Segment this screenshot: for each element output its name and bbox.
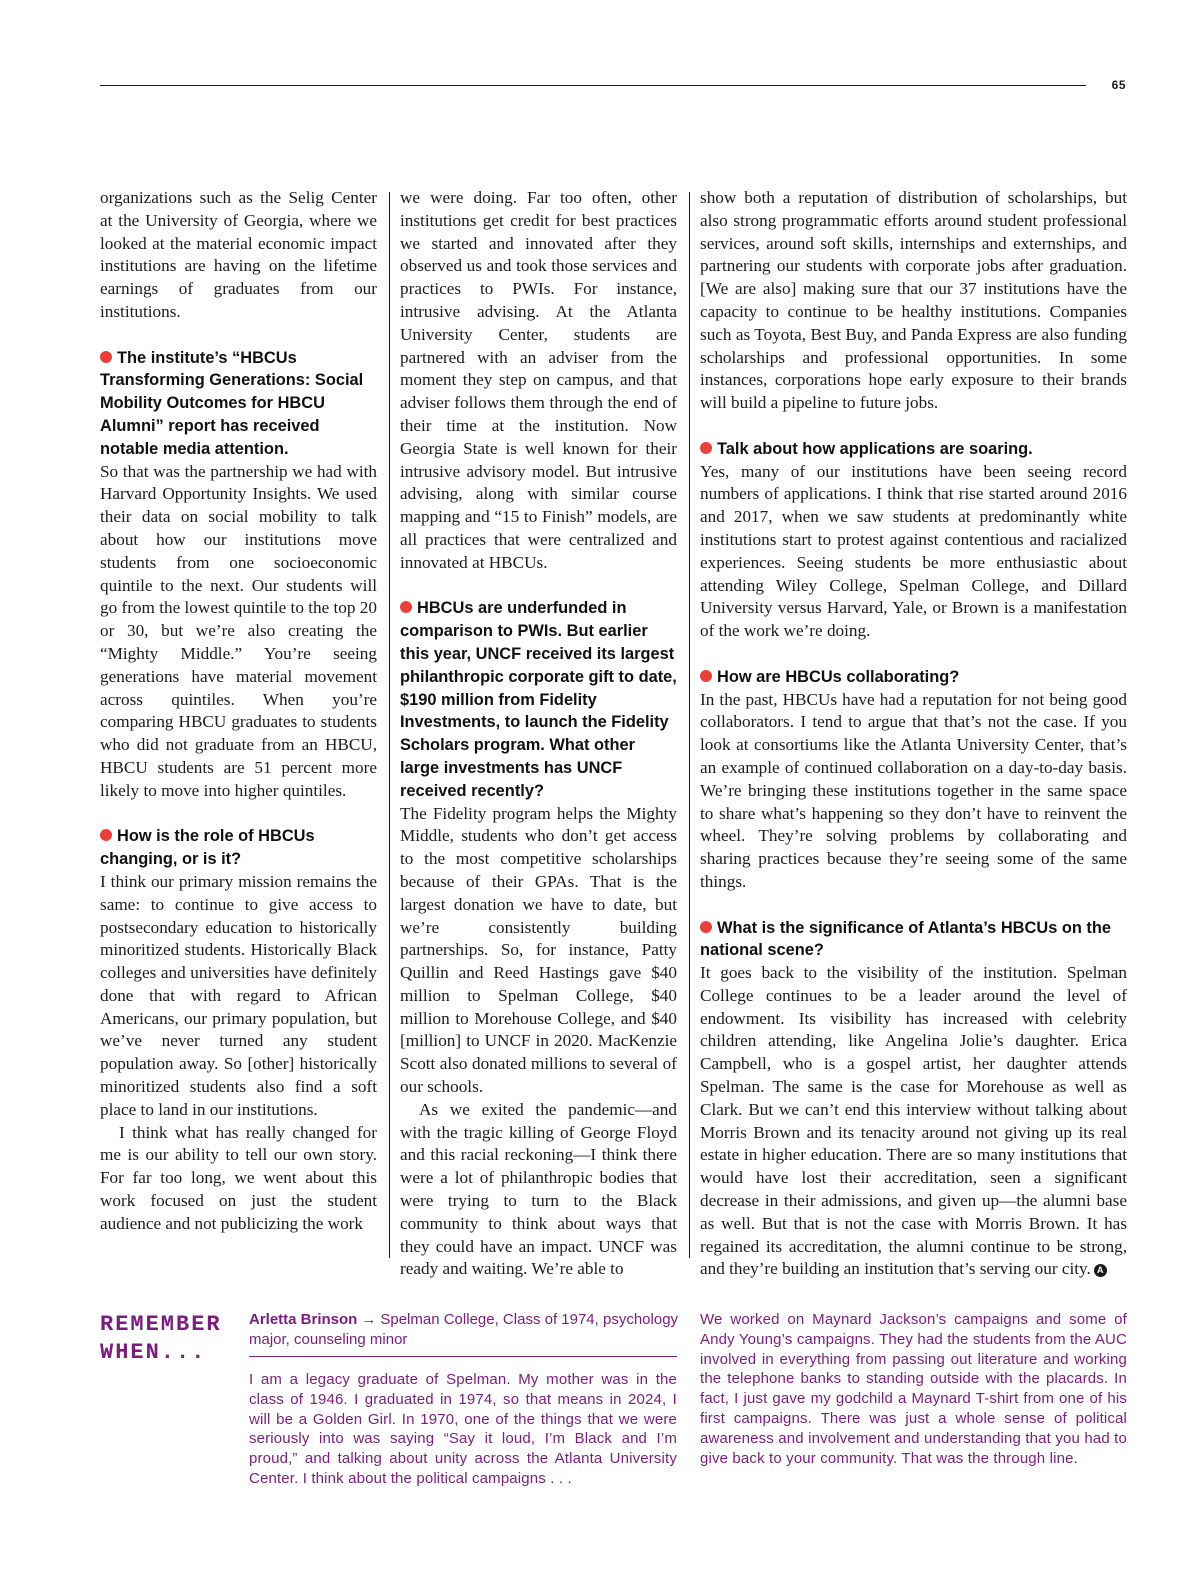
article-column-2 bbox=[400, 187, 677, 1281]
bullet-dot-icon bbox=[100, 829, 112, 841]
paragraph: I think what has really changed for me is our ability to tell our own story. For far too long, we went about this work focused on just the student audience and not publicizing the work bbox=[100, 1122, 377, 1233]
page-number: 65 bbox=[1111, 78, 1126, 92]
arrow-right-icon: → bbox=[361, 1311, 377, 1328]
sidebar-byline bbox=[249, 1310, 679, 1350]
paragraph: we were doing. Far too often, other institutions get credit for best practices we started and innovated after they observed us and took those services and practices to PWIs. For instance, intrusive advising. At the Atlanta University Center, students are partnered with an adviser from the moment they step on campus, and that adviser follows them through the end of their time at the institution. Now Georgia State is well known for their intrusive advisory model. But intrusive advising, along with similar course mapping and “15 to Finish” models, are all practices that were centralized and innovated at HBCUs. bbox=[400, 188, 677, 572]
interview-question bbox=[100, 347, 377, 461]
question-text: How is the role of HBCUs changing, or is it? bbox=[100, 827, 315, 869]
sidebar-rule bbox=[249, 1356, 677, 1357]
question-text: Talk about how applications are soaring. bbox=[717, 439, 1033, 458]
bullet-dot-icon bbox=[700, 442, 712, 454]
paragraph: The Fidelity program helps the Mighty Middle, students who don’t get access to the most competitive scholarships because of their GPAs. That is the largest donation we have to date, but we’re consistently building partnerships. So, for instance, Patty Quillin and Reed Hastings gave $40 million to Spelman College, $40 million to Morehouse College, and $40 [million] to UNCF in 2020. MacKenzie Scott also donated millions to several of our schools. bbox=[400, 803, 677, 1097]
bullet-dot-icon bbox=[700, 921, 712, 933]
header-rule bbox=[100, 85, 1086, 86]
end-mark-icon: A bbox=[1094, 1264, 1107, 1277]
column-divider bbox=[689, 192, 690, 1258]
article-column-3 bbox=[700, 187, 1127, 1281]
sidebar-heading-line: REMEMBER bbox=[100, 1312, 222, 1337]
bullet-dot-icon bbox=[700, 670, 712, 682]
interview-question bbox=[400, 597, 677, 802]
interview-question bbox=[700, 666, 1127, 689]
question-text: The institute’s “HBCUs Transforming Generations: Social Mobility Outcomes for HBCU Alumni” report has received notable media attention. bbox=[100, 348, 364, 458]
paragraph: As we exited the pandemic—and with the tragic killing of George Floyd and this racial reckoning—I think there were a lot of philanthropic bodies that were trying to turn to the Black community to think about ways that they could have an impact. UNCF was ready and waiting. We’re able to bbox=[400, 1099, 677, 1279]
interview-question bbox=[700, 438, 1127, 461]
paragraph bbox=[700, 962, 1127, 1281]
column-divider bbox=[389, 192, 390, 1258]
bullet-dot-icon bbox=[400, 601, 412, 613]
paragraph: I think our primary mission remains the same: to continue to give access to postsecondary education to historically minoritized students. Historically Black colleges and universities have definitely done that with regard to African Americans, our primary population, but we’ve never turned any student population away. So [other] historically minoritized students also find a soft place to land in our institutions. bbox=[100, 871, 377, 1119]
paragraph: So that was the partnership we had with Harvard Opportunity Insights. We used their data on social mobility to talk about how our institutions move students from one socioeconomic quintile to the next. Our students will go from the lowest quintile to the top 20 or 30, but we’re also creating the “Mighty Middle.” You’re seeing generations have material movement across quintiles. When you’re comparing HBCU graduates to students who did not graduate from an HBCU, HBCU students are 51 percent more likely to move into higher quintiles. bbox=[100, 461, 377, 800]
alumna-name: Arletta Brinson bbox=[249, 1311, 358, 1328]
paragraph: show both a reputation of distribution of scholarships, but also strong programmatic efforts around student professional services, around soft skills, internships and externships, and partnering our students with corporate jobs after graduation. [We are also] making sure that our 37 institutions have the capacity to continue to be healthy institutions. Companies such as Toyota, Best Buy, and Panda Express are also funding scholarships and professional opportunities. In some instances, corporations hope early exposure to their brands will build a pipeline to future jobs. bbox=[700, 188, 1127, 413]
alumna-affiliation: Spelman College, Class of 1974, psychology major, counseling minor bbox=[249, 1311, 679, 1348]
bullet-dot-icon bbox=[100, 351, 112, 363]
paragraph: Yes, many of our institutions have been seeing record numbers of applications. I think that rise started around 2016 and 2017, when we saw students at predominantly white institutions start to protest against contentious and racialized experiences. Seeing students be more enthusiastic about attending Wiley College, Spelman College, and Dillard University versus Harvard, Yale, or Brown is a manifestation of the work we’re doing. bbox=[700, 461, 1127, 641]
question-text: How are HBCUs collaborating? bbox=[717, 667, 960, 686]
sidebar-quote: I am a legacy graduate of Spelman. My mother was in the class of 1946. I graduated in 1974, so that means in 2024, I will be a Golden Girl. In 1970, one of the things that we were seriously into was saying “Say it loud, I’m Black and I’m proud,” and talking about unity across the Atlanta University Center. I think about the political campaigns . . . bbox=[249, 1371, 677, 1487]
paragraph: organizations such as the Selig Center at the University of Georgia, where we looked at the material economic impact institutions are having on the lifetime earnings of graduates from our institutions. bbox=[100, 188, 377, 321]
article-column-1 bbox=[100, 187, 377, 1236]
sidebar-quote: We worked on Maynard Jackson’s campaigns and some of Andy Young’s campaigns. They had the students from the AUC involved in everything from passing out literature and working the telephone banks to standing outside with the placards. In fact, I just gave my godchild a Maynard T-shirt from one of his first campaigns. There was just a whole sense of political awareness and involvement and understanding that you had to give back to your community. That was the through line. bbox=[700, 1311, 1127, 1467]
interview-question bbox=[100, 825, 377, 871]
sidebar-heading bbox=[100, 1311, 222, 1367]
question-text: What is the significance of Atlanta’s HBCUs on the national scene? bbox=[700, 918, 1112, 960]
paragraph-text: It goes back to the visibility of the institution. Spelman College continues to be a leader around the level of endowment. Its visibility has increased with celebrity children attending, like Angelina Jolie’s daughter. Erica Campbell, who is a gospel artist, her daughter attends Spelman. The same is the case for Morehouse as well as Clark. But we can’t end this interview without talking about Morris Brown and its tenacity around not giving up its real estate in higher education. There are so many institutions that would have lost their accreditation, seen a significant decrease in their admissions, and given up—the alumni base as well. But that is not the case with Morris Brown. It has regained its accreditation, the alumni continue to be strong, and they’re building an institution that’s serving our city. bbox=[700, 963, 1127, 1279]
sidebar-heading-line: WHEN... bbox=[100, 1340, 207, 1365]
interview-question bbox=[700, 917, 1127, 963]
paragraph: In the past, HBCUs have had a reputation for not being good collaborators. I tend to argue that that’s not the case. If you look at consortiums like the Atlanta University Center, that’s an example of continued collaboration on a day-to-day basis. We’re bringing these institutions together in the same space to share what’s happening so they don’t have to reinvent the wheel. They’re solving problems by collaborating and sharing practices because they’re seeing some of the same things. bbox=[700, 689, 1127, 891]
question-text: HBCUs are underfunded in comparison to PWIs. But earlier this year, UNCF received its largest philanthropic corporate gift to date, $190 million from Fidelity Investments, to launch the Fidelity Scholars program. What other large investments has UNCF received recently? bbox=[400, 599, 677, 800]
